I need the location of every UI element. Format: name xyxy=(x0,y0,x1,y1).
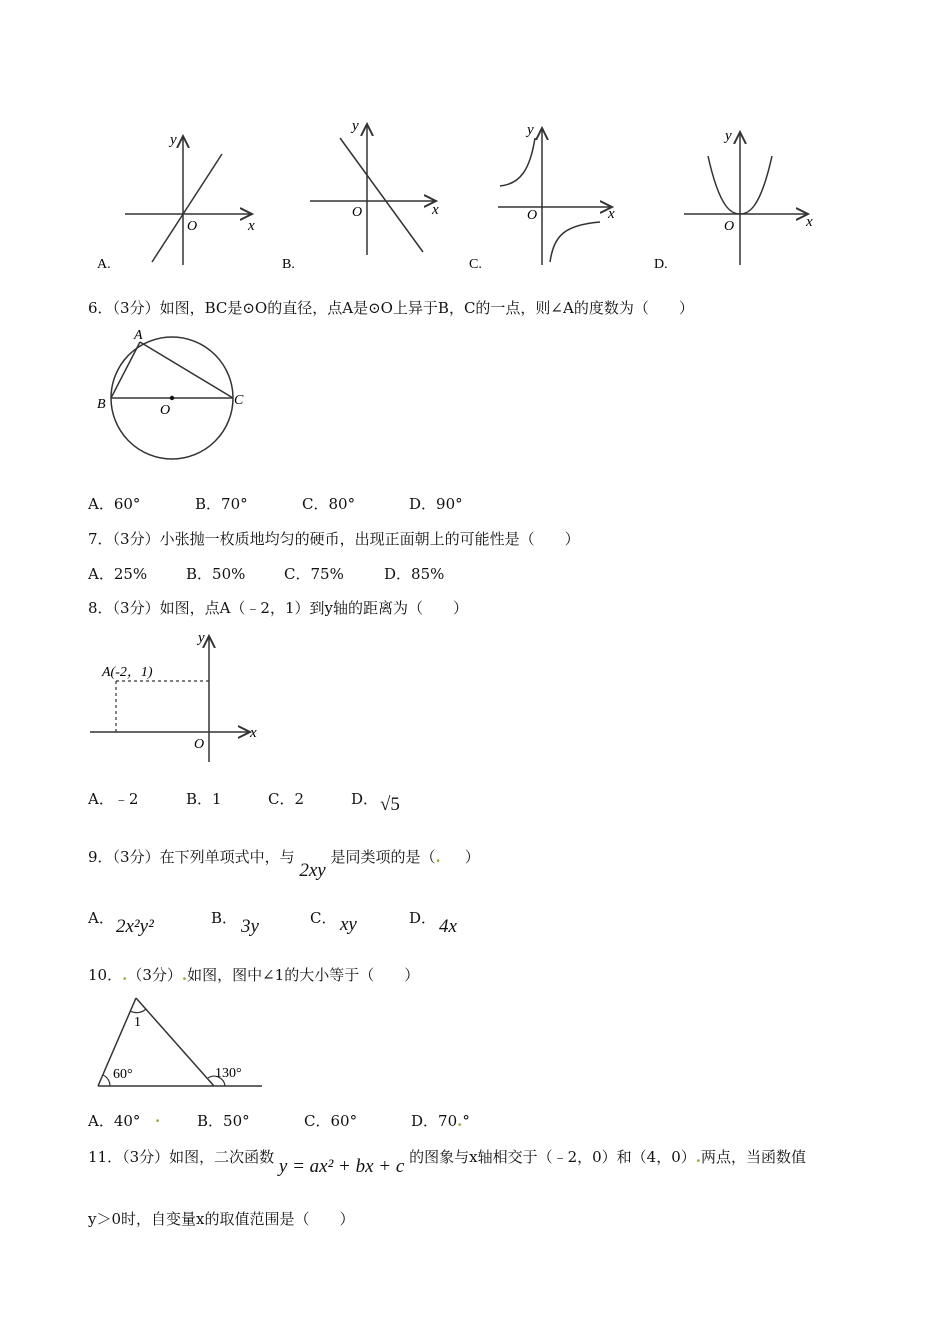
graph-c xyxy=(498,128,612,265)
green-dot-icon: . xyxy=(181,966,188,984)
graph-b-y: y xyxy=(352,118,359,134)
q5-graphs xyxy=(80,110,860,280)
point-o: O xyxy=(160,403,171,418)
q10-option-a[interactable]: A．40° xyxy=(88,1112,141,1130)
q11-stem-math: y = ax² + bx + c xyxy=(278,1156,405,1177)
angle-60-label: 60° xyxy=(113,1067,133,1082)
q9-stem-math: 2xy xyxy=(299,860,326,881)
q6-option-c[interactable]: C．80° xyxy=(302,495,356,513)
q9-stem-end: ） xyxy=(464,848,480,866)
q10-option-b[interactable]: B．50° xyxy=(197,1112,250,1130)
q8-option-a[interactable]: A．﹣2 xyxy=(88,790,139,808)
q7-option-c[interactable]: C．75% xyxy=(284,565,344,583)
q6-option-d[interactable]: D．90° xyxy=(409,495,463,513)
q8-option-d[interactable]: D． xyxy=(351,790,379,808)
q11-stem-pre: 11．（3分）如图，二次函数 xyxy=(88,1148,275,1166)
q8-point-label: A(-2，1) xyxy=(102,665,153,680)
q9-option-b[interactable]: B． xyxy=(211,909,238,927)
q11-stem xyxy=(88,1146,806,1177)
graph-a-o: O xyxy=(187,219,198,234)
q7-option-d[interactable]: D．85% xyxy=(384,565,445,583)
q6-circle-figure xyxy=(92,326,252,466)
q7-option-a[interactable]: A．25% xyxy=(88,565,148,583)
q9-option-a-value: 2x²y² xyxy=(116,916,154,937)
q8-option-c[interactable]: C．2 xyxy=(268,790,305,808)
graph-d-o: O xyxy=(724,219,735,234)
q10-triangle-figure xyxy=(88,994,268,1094)
green-dot-icon: . xyxy=(155,1108,161,1126)
q10-stem-num: 10． xyxy=(88,966,123,984)
q10-option-c[interactable]: C．60° xyxy=(304,1112,358,1130)
graph-b-label: B. xyxy=(282,257,295,272)
green-dot-icon: . xyxy=(435,848,441,866)
graph-d-x: x xyxy=(806,214,813,230)
graph-b xyxy=(310,124,436,255)
q7-stem: 7．（3分）小张抛一枚质地均匀的硬币，出现正面朝上的可能性是（ ） xyxy=(88,530,580,548)
green-dot-icon: . xyxy=(122,966,128,984)
q9-stem xyxy=(88,846,480,881)
q10-option-d[interactable] xyxy=(411,1110,470,1131)
q9-stem-post: 是同类项的是（ xyxy=(330,848,436,866)
angle-1-label: 1 xyxy=(134,1015,141,1030)
q11-stem-post-b: 两点，当函数值 xyxy=(700,1148,806,1166)
q9-stem-pre: 9．（3分）在下列单项式中，与 xyxy=(88,848,295,866)
point-b: B xyxy=(97,397,106,412)
q10-option-d-text: D．70 xyxy=(411,1112,458,1130)
point-a: A xyxy=(134,328,143,343)
graph-c-label: C. xyxy=(469,257,482,272)
q8-axis-x: x xyxy=(250,725,257,741)
q6-option-b[interactable]: B．70° xyxy=(195,495,248,513)
graph-a-y: y xyxy=(170,132,177,148)
q9-option-c-value: xy xyxy=(340,914,357,935)
q11-stem-line2: y＞0时，自变量x的取值范围是（ ） xyxy=(88,1210,355,1228)
q6-option-a[interactable]: A．60° xyxy=(88,495,141,513)
green-dot-icon: . xyxy=(457,1112,463,1130)
q8-option-b[interactable]: B．1 xyxy=(186,790,222,808)
point-c: C xyxy=(234,393,244,408)
graph-a-x: x xyxy=(248,218,255,234)
q9-option-c[interactable]: C． xyxy=(310,909,337,927)
graph-a-label: A. xyxy=(97,257,111,272)
q8-option-d-value: √5 xyxy=(380,794,400,815)
graph-d-y: y xyxy=(725,128,732,144)
q9-option-d-value: 4x xyxy=(439,916,457,937)
q9-option-d[interactable]: D． xyxy=(409,909,437,927)
q10-stem xyxy=(88,964,419,985)
q10-option-d-degree: ° xyxy=(462,1112,470,1130)
q8-stem: 8．（3分）如图，点A（﹣2，1）到y轴的距离为（ ） xyxy=(88,599,468,617)
graph-a xyxy=(125,136,252,265)
graph-c-o: O xyxy=(527,208,538,223)
q9-option-b-value: 3y xyxy=(241,916,259,937)
graph-c-x: x xyxy=(608,206,615,222)
graph-c-y: y xyxy=(527,122,534,138)
q11-stem-post-a: 的图象与x轴相交于（﹣2，0）和（4，0） xyxy=(409,1148,696,1166)
q8-axis-y: y xyxy=(198,630,205,646)
graph-d xyxy=(684,132,808,265)
graph-d-label: D. xyxy=(654,257,668,272)
q7-option-b[interactable]: B．50% xyxy=(186,565,246,583)
graph-b-x: x xyxy=(432,202,439,218)
q9-option-a[interactable]: A． xyxy=(88,909,114,927)
green-dot-icon: . xyxy=(695,1148,701,1166)
q6-stem: 6．（3分）如图，BC是⊙O的直径，点A是⊙O上异于B，C的一点，则∠A的度数为（ ） xyxy=(88,299,694,317)
angle-130-label: 130° xyxy=(215,1066,242,1081)
q10-stem-score: （3分） xyxy=(127,966,182,984)
q8-coordinate-figure xyxy=(88,626,268,766)
q10-stem-text: 如图，图中∠1的大小等于（ ） xyxy=(187,966,420,984)
q8-axis-o: O xyxy=(194,737,205,752)
graph-b-o: O xyxy=(352,205,363,220)
